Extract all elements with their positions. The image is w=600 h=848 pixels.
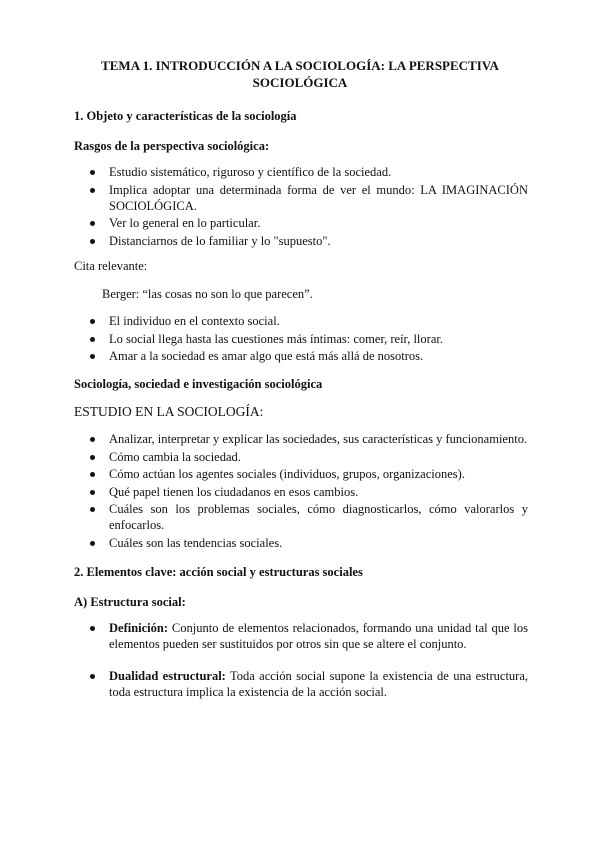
bullet-icon bbox=[90, 507, 95, 512]
list-item: Cuáles son los problemas sociales, cómo diagnosticarlos, cómo valorarlos y enfocarlos. bbox=[0, 501, 528, 533]
bullet-icon bbox=[90, 188, 95, 193]
list-item: Analizar, interpretar y explicar las sociedades, sus características y funcionamiento. bbox=[0, 431, 528, 447]
list-item: Amar a la sociedad es amar algo que está más allá de nosotros. bbox=[0, 348, 528, 364]
bullet-icon bbox=[90, 490, 95, 495]
estudio-label: ESTUDIO EN LA SOCIOLOGÍA: bbox=[74, 404, 264, 419]
bullet-icon bbox=[90, 626, 95, 631]
cita-label: Cita relevante: bbox=[74, 259, 148, 273]
list-item: Lo social llega hasta las cuestiones más íntimas: comer, reír, llorar. bbox=[0, 331, 528, 347]
list-item: Distanciarnos de lo familiar y lo "supuesto". bbox=[0, 233, 528, 249]
bullet-icon bbox=[90, 437, 95, 442]
definicion-text: Conjunto de elementos relacionados, formando una unidad tal que los elementos pueden ser sustituidos por otros sin que se altere el conjunto. bbox=[109, 621, 529, 651]
bullet-icon bbox=[90, 541, 95, 546]
dualidad-text: Toda acción social supone la existencia de una estructura, toda estructura implica la existencia de la acción social. bbox=[109, 669, 529, 699]
list-item bbox=[0, 668, 528, 700]
list-item: Cómo actúan los agentes sociales (individuos, grupos, organizaciones). bbox=[0, 466, 528, 482]
bullet-icon bbox=[90, 239, 95, 244]
section-1b-heading: Sociología, sociedad e investigación sociológica bbox=[74, 377, 323, 391]
rasgos-heading: Rasgos de la perspectiva sociológica: bbox=[74, 139, 270, 153]
rasgos-list bbox=[0, 164, 528, 250]
document-title: TEMA 1. INTRODUCCIÓN A LA SOCIOLOGÍA: LA PERSPECTIVA SOCIOLÓGICA bbox=[101, 58, 499, 90]
dualidad-list bbox=[0, 668, 528, 702]
list-item: Ver lo general en lo particular. bbox=[0, 215, 528, 231]
cita-quote: Berger: “las cosas no son lo que parecen”. bbox=[102, 287, 313, 301]
list-item: Cómo cambia la sociedad. bbox=[0, 449, 528, 465]
bullet-icon bbox=[90, 674, 95, 679]
estructura-social-heading: A) Estructura social: bbox=[74, 595, 186, 609]
estudio-list bbox=[0, 431, 528, 552]
list-item: Implica adoptar una determinada forma de ver el mundo: LA IMAGINACIÓN SOCIOLÓGICA. bbox=[0, 182, 528, 214]
list-item: Estudio sistemático, riguroso y científico de la sociedad. bbox=[0, 164, 528, 180]
section-2-heading: 2. Elementos clave: acción social y estructuras sociales bbox=[74, 565, 363, 579]
list-item: Cuáles son las tendencias sociales. bbox=[0, 535, 528, 551]
bullet-icon bbox=[90, 221, 95, 226]
section-1-heading: 1. Objeto y características de la sociología bbox=[74, 109, 297, 123]
bullet-icon bbox=[90, 170, 95, 175]
dualidad-term: Dualidad estructural: bbox=[109, 669, 226, 683]
bullet-icon bbox=[90, 354, 95, 359]
list-item: El individuo en el contexto social. bbox=[0, 313, 528, 329]
list-item: Qué papel tienen los ciudadanos en esos cambios. bbox=[0, 484, 528, 500]
cita-list bbox=[0, 313, 528, 366]
bullet-icon bbox=[90, 455, 95, 460]
bullet-icon bbox=[90, 319, 95, 324]
list-item bbox=[0, 620, 528, 652]
definicion-term: Definición: bbox=[109, 621, 169, 635]
bullet-icon bbox=[90, 337, 95, 342]
bullet-icon bbox=[90, 472, 95, 477]
definicion-list bbox=[0, 620, 528, 654]
